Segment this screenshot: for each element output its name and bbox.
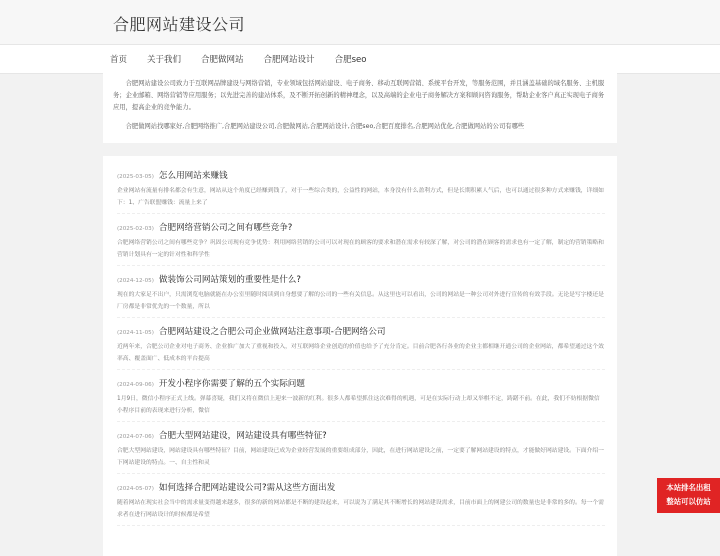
intro-tags: 合肥做网站找哪家好,合肥网络推广,合肥网站建设公司,合肥做网站,合肥网站设计,合肥seo,合肥百度排名,合肥网站优化,合肥做网站的公司有哪些 bbox=[125, 123, 525, 130]
nav-item-about[interactable]: 关于我们 bbox=[147, 55, 182, 65]
article-date: (2024-12-05) bbox=[117, 278, 154, 284]
article-date: (2024-11-05) bbox=[117, 330, 154, 336]
badge-line-1: 本站排名出租 bbox=[666, 483, 711, 492]
article-summary: 现在的大家足不出户，只需浏览电脑就能在办公室里随时阅读到自身想要了解的公司的一些有关信息。从这里也可以看出，公司的网站是一种公司对外进行宣传的有效手段。无论是写字楼还是厂房都是非常优先的一个数量，所以 bbox=[117, 292, 604, 310]
article-title-link[interactable]: 怎么用网站来赚钱 bbox=[158, 171, 228, 181]
site-header bbox=[0, 0, 720, 45]
article-summary: 随着网站在现实社会当中的需求量变得越来越多，很多的新的网站都是不断的建设起来，可以说为了满足其不断增长的网站建设需求，目前市面上的网建公司的数量也是非常的多的。每一个需求者在进行网站设计的时候都是希望 bbox=[117, 500, 604, 518]
article-date: (2024-09-06) bbox=[117, 382, 154, 388]
article-list bbox=[103, 156, 617, 556]
site-title[interactable]: 合肥网站建设公司 bbox=[113, 15, 246, 34]
article-summary: 近两年来，合肥公司企业对电子商务、企业推广加大了重视和投入，对互联网络企业创造的价值也给予了充分肯定。目前合肥各行各业的企业主都相继开通公司的企业网站，都希望通过这个效率高、覆盖面广、低成本的平台提高 bbox=[117, 344, 604, 362]
list-item bbox=[117, 474, 605, 526]
article-date: (2025-02-03) bbox=[117, 226, 154, 232]
article-title-link[interactable]: 合肥网络营销公司之间有哪些竞争? bbox=[158, 223, 293, 233]
article-title-link[interactable]: 合肥大型网站建设，网站建设具有哪些特征? bbox=[158, 431, 327, 441]
nav-item-website[interactable]: 合肥做网站 bbox=[201, 55, 244, 65]
article-date: (2024-05-07) bbox=[117, 486, 154, 492]
article-date: (2025-03-05) bbox=[117, 174, 154, 180]
article-date: (2024-07-06) bbox=[117, 434, 154, 440]
badge-line-2: 整站可以仿站 bbox=[666, 497, 711, 506]
intro-paragraph: 合肥网站建设公司致力于互联网品牌建设与网络营销，专业领域包括网站建设、电子商务、移动互联网营销、系统平台开发，等服务范围，并且涵盖基础的域名服务、主机服务；企业邮箱、网络营销等应用服务；以先进完善的建站体系，及不断开拓创新的精神理念，以及高端的企业电子商务解决方案和顾问咨询服务，帮助企业客户真正实现电子商务应用，提高企业的竞争能力。 bbox=[113, 80, 605, 111]
article-summary: 合肥网络营销公司之间有哪些竞争？巩固公司现有竞争优势：利用网络营销的公司可以对现在的顾客的要求和潜在需求有较深了解，对公司的潜在顾客的需求也有一定了解，制定的营销策略和营销计划具有一定的针对性和科学性 bbox=[117, 240, 604, 258]
list-item bbox=[117, 214, 605, 266]
list-item bbox=[117, 266, 605, 318]
article-summary: 企业网站有流量有排名都会有生意，网站从这个角度已经赚到钱了，对于一些综合类的，公益性的网站，本身没有什么盈利方式，但是长期积累人气后，也可以通过很多种方式来赚钱，详细如下：1、广告联盟赚钱：流量上来了 bbox=[117, 188, 604, 206]
nav-item-design[interactable]: 合肥网站设计 bbox=[263, 55, 315, 65]
list-item bbox=[117, 162, 605, 214]
article-title-link[interactable]: 如何选择合肥网站建设公司?需从这些方面出发 bbox=[158, 483, 336, 493]
article-title-link[interactable]: 做装饰公司网站策划的重要性是什么? bbox=[158, 275, 301, 285]
list-item bbox=[117, 422, 605, 474]
list-item bbox=[117, 370, 605, 422]
article-summary: 合肥大型网站建设，网站建设具有哪些特征？目前，网站建设已成为企业经营发展的重要组成部分，因此，在进行网站建设之前，一定要了解网站建设的特点，才能做好网站建设。下面介绍一下网站建设的特点。一、自主性和灵 bbox=[117, 448, 604, 466]
rank-rental-badge[interactable] bbox=[657, 478, 720, 513]
intro-box bbox=[103, 70, 617, 143]
article-title-link[interactable]: 合肥网站建设之合肥公司企业做网站注意事项-合肥网络公司 bbox=[158, 327, 386, 337]
article-summary: 1月9日，微信小程序正式上线。弹幕喜疑，我们又将在微信上迎来一波新的红利。很多人都希望抓住这次难得的机遇，可是在实际行动上却又举棋不定，踌躇不前。在此，我们不妨根据微信小程序目前的表现来进行分析，微信 bbox=[117, 396, 600, 414]
nav-item-seo[interactable]: 合肥seo bbox=[334, 55, 367, 65]
article-title-link[interactable]: 开发小程序你需要了解的五个实际问题 bbox=[158, 379, 305, 389]
nav-item-home[interactable]: 首页 bbox=[110, 55, 128, 65]
list-item bbox=[117, 318, 605, 370]
